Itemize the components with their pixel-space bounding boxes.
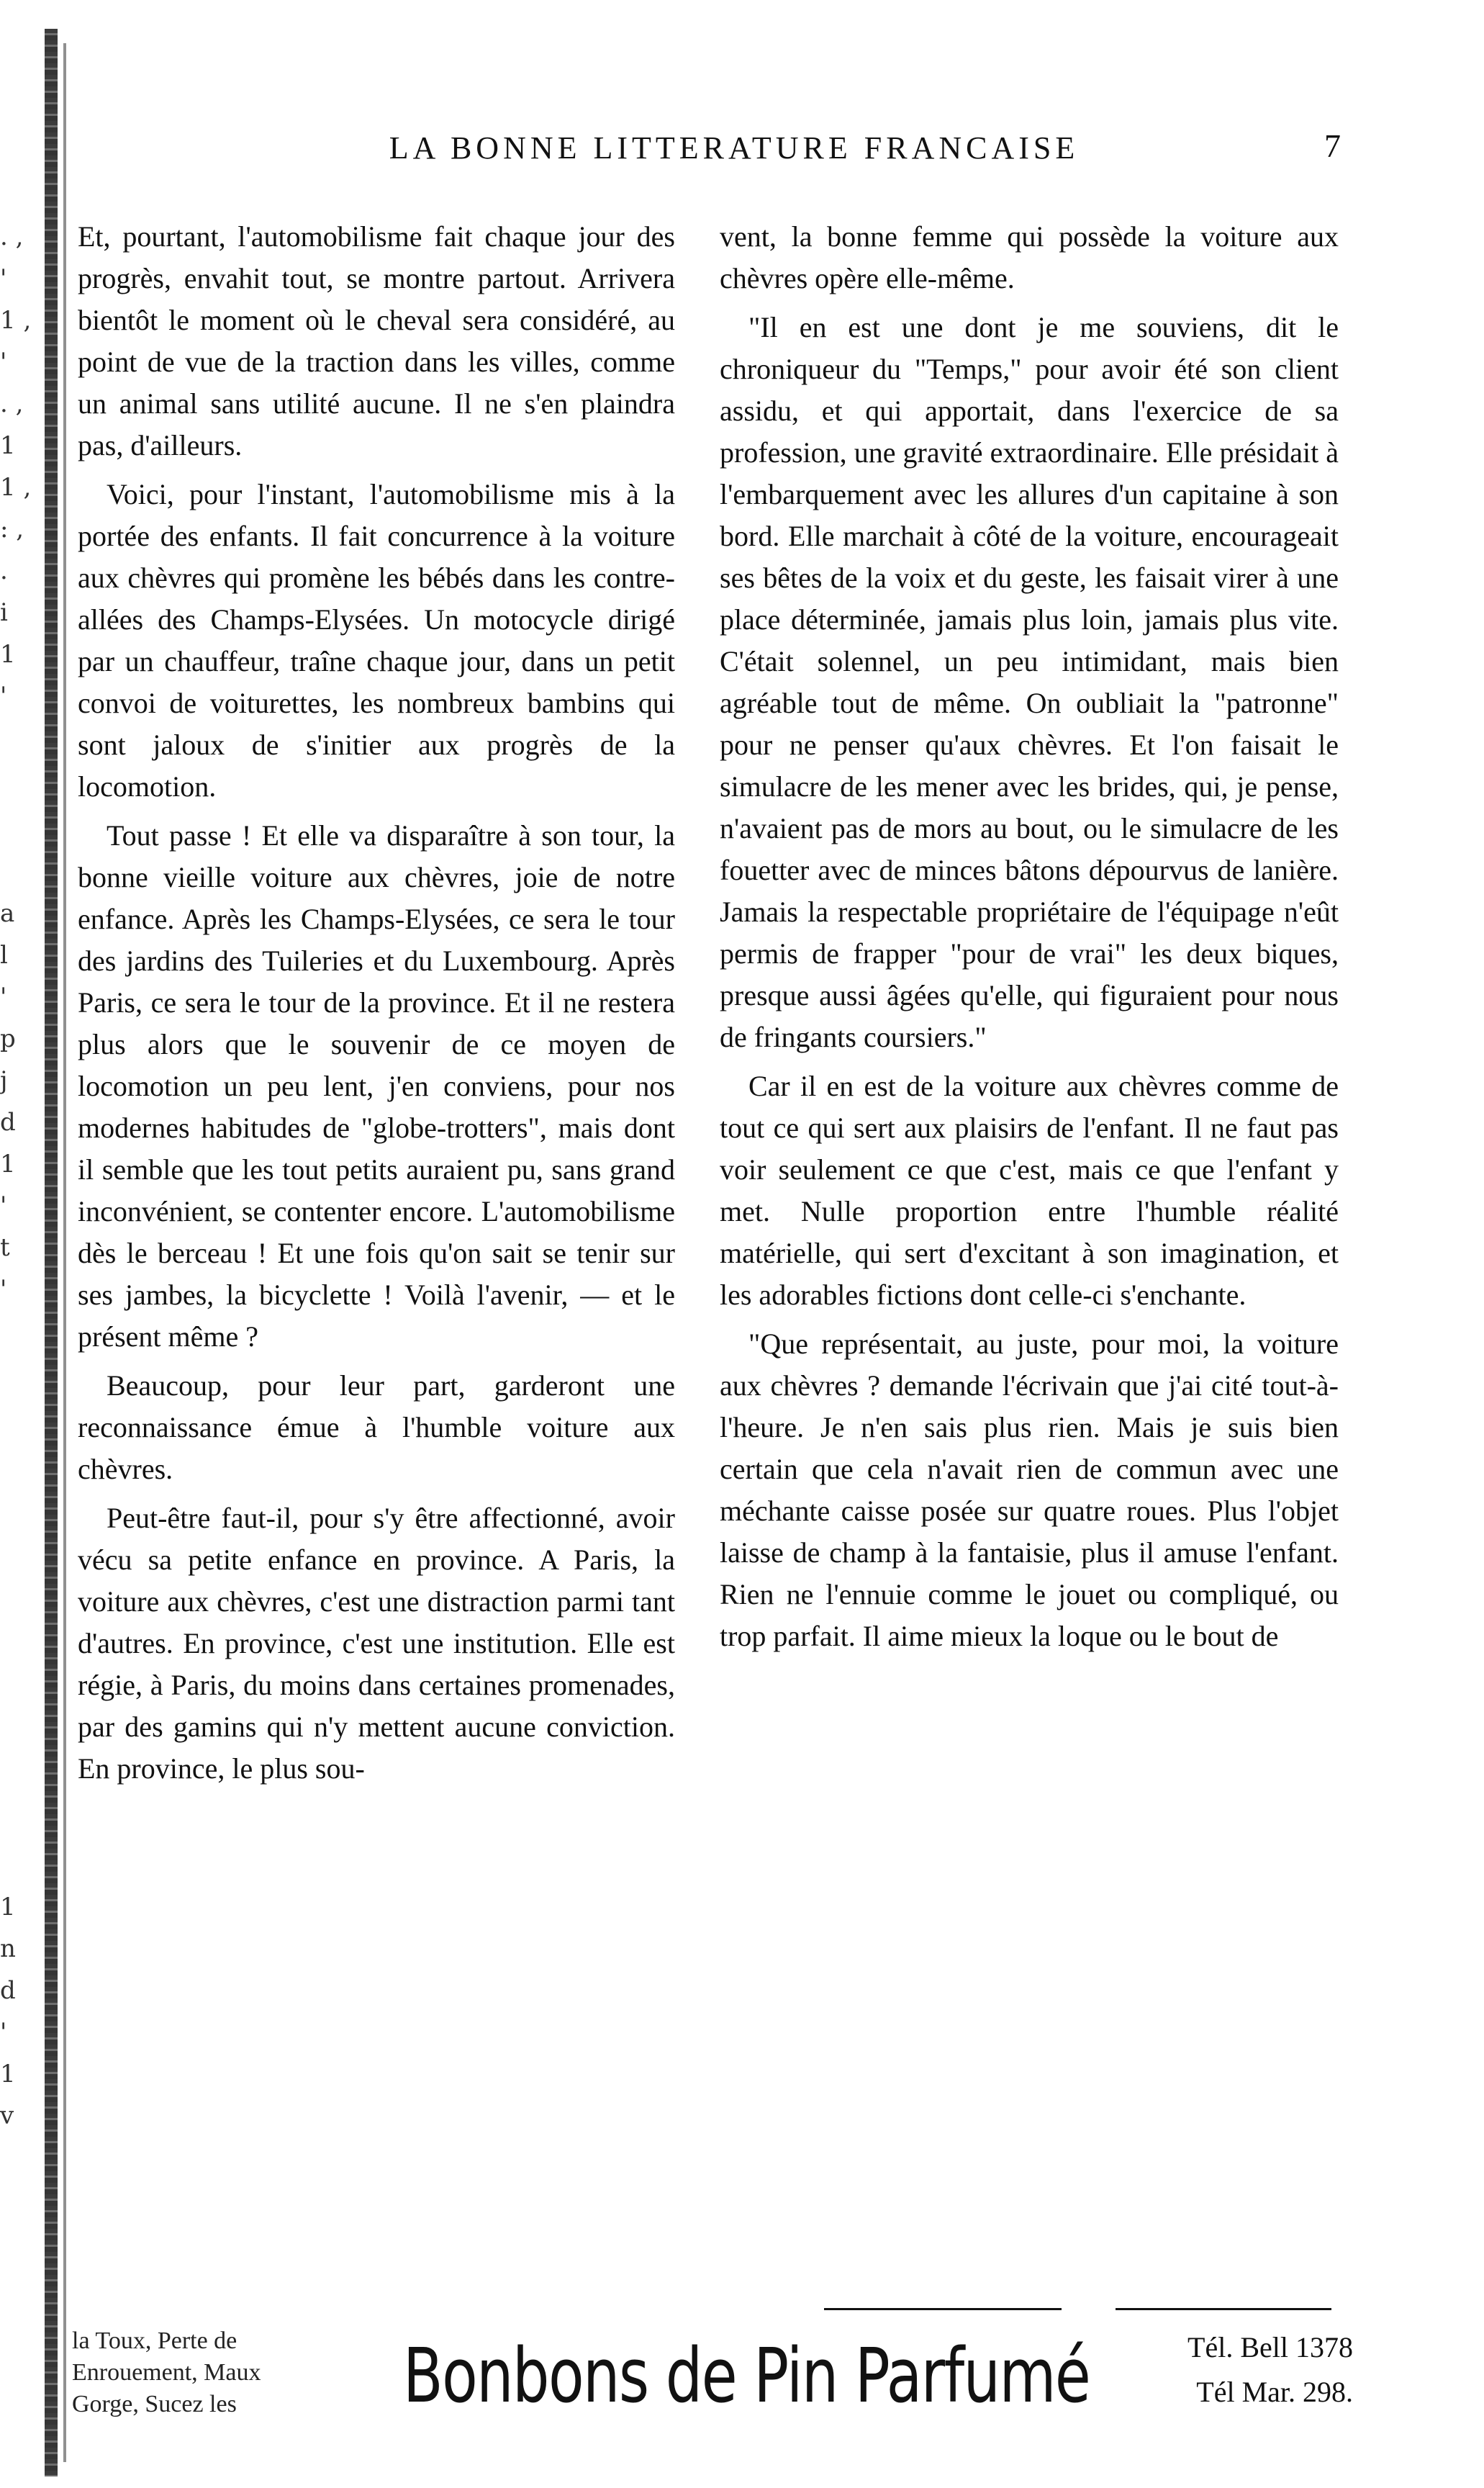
- footer-rule-left: [824, 2308, 1062, 2310]
- paragraph: Et, pourtant, l'automobilisme fait chaque jour des progrès, envahit tout, se montre partout. Arrivera bientôt le moment où le cheval sera considéré, au point de vue de la traction dans les villes, comme un animal sans utilité aucune. Il ne s'en plaindra pas, d'ailleurs.: [78, 220, 675, 461]
- ad-left-text: [72, 2325, 389, 2420]
- paragraph: Tout passe ! Et elle va disparaître à son tour, la bonne vieille voiture aux chèvres, joie de notre enfance. Après les Champs-Elysées, ce sera le tour des jardins des Tuileries et du Luxembourg. Après Paris, ce sera le tour de la province. Et il ne restera plus alors que le souvenir de ce moyen de locomotion un peu lent, j'en conviens, pour nos modernes habitudes de "globe-trotters", mais dont il semble que les tout petits auraient pu, sans grand inconvénient, se contenter encore. L'automobilisme dès le berceau ! Et une fois qu'on sait se tenir sur ses jambes, la bicyclette ! Voilà l'avenir, — et le présent même ?: [78, 819, 675, 1353]
- paragraph: "Que représentait, au juste, pour moi, la voiture aux chèvres ? demande l'écrivain que j'ai cité tout-à-l'heure. Je n'en sais plus rien. Mais je suis bien certain que cela n'avait rien de commun avec une méchante caisse posée sur quatre roues. Plus l'objet laisse de champ à la fantaisie, plus il amuse l'enfant. Rien ne l'ennuie comme le jouet ou compliqué, ou trop parfait. Il aime mieux la loque ou le bout de: [720, 1328, 1339, 1652]
- page-number: 7: [1324, 127, 1341, 164]
- binding-line: [63, 43, 66, 2462]
- footer-rule-right: [1116, 2308, 1331, 2310]
- ad-title: Bonbons de Pin Parfumé: [403, 2332, 1090, 2420]
- paragraph: Car il en est de la voiture aux chèvres comme de tout ce qui sert aux plaisirs de l'enfant. Il ne faut pas voir seulement ce que c'est, mais ce que l'enfant y met. Nulle proportion entre l'humble réalité matérielle, qui sert d'excitant à son imagination, et les adorables fictions dont celle-ci s'enchante.: [720, 1070, 1339, 1311]
- phone-bell: Tél. Bell 1378: [1187, 2331, 1353, 2363]
- paragraph: Beaucoup, pour leur part, garderont une reconnaissance émue à l'humble voiture aux chèvres.: [78, 1369, 675, 1485]
- paragraph: Peut-être faut-il, pour s'y être affectionné, avoir vécu sa petite enfance en province. A Paris, la voiture aux chèvres, c'est une distraction parmi tant d'autres. En province, c'est une institution. Elle est régie, à Paris, du moins dans certaines promenades, par des gamins qui n'y mettent aucune conviction. En province, le plus sou-: [78, 1502, 675, 1785]
- ad-left-line: Gorge, Sucez les: [72, 2391, 237, 2417]
- ad-phone-numbers: [1123, 2325, 1353, 2415]
- paragraph: "Il en est une dont je me souviens, dit le chroniqueur du "Temps," pour avoir été son client assidu, et qui apportait, dans l'exercice de sa profession, une gravité extraordinaire. Elle présidait à l'embarquement avec les allures d'un capitaine à son bord. Elle marchait à côté de la voiture, encourageait ses bêtes de la voix et du geste, les faisait virer à une place déterminée, jamais plus loin, jamais plus vite. C'était solennel, un peu intimidant, mais bien agréable tout de même. On oubliait la "patronne" pour ne penser qu'aux chèvres. Et l'on faisait le simulacre de les mener avec les brides, qui, je pense, n'avaient pas de mors au bout, ou le simulacre de les fouetter avec de minces bâtons dépourvus de lanière. Jamais la respectable propriétaire de l'équipage n'eût permis de frapper "pour de vrai" les deux biques, presque aussi âgées qu'elle, qui figuraient pour nous de fringants coursiers.": [720, 311, 1339, 1053]
- margin-fragments-lower: 1 n d ' 1 v: [0, 1893, 16, 2130]
- margin-fragments-top: . , ' 1 , ' . , 1 1 , : , . i 1 ': [0, 222, 32, 711]
- right-column: [720, 216, 1339, 1664]
- paragraph: Voici, pour l'instant, l'automobilisme mis à la portée des enfants. Il fait concurrence à la voiture aux chèvres qui promène les bébés dans les contre-allées des Champs-Elysées. Un motocycle dirigé par un chauffeur, traîne chaque jour, dans un petit convoi de voiturettes, les nombreux bambins qui sont jaloux de s'initier aux progrès de la locomotion.: [78, 478, 675, 803]
- ad-left-line: la Toux, Perte de: [72, 2327, 237, 2354]
- phone-mar: Tél Mar. 298.: [1196, 2376, 1353, 2408]
- paragraph-continuation: vent, la bonne femme qui possède la voiture aux chèvres opère elle-même.: [720, 220, 1339, 294]
- running-title: LA BONNE LITTERATURE FRANCAISE: [389, 130, 1080, 166]
- left-column: [78, 216, 675, 1797]
- margin-fragments-middle: a l ' p j d 1 ' t ': [0, 899, 16, 1304]
- binding-strip: [45, 29, 58, 2476]
- ad-left-line: Enrouement, Maux: [72, 2359, 261, 2386]
